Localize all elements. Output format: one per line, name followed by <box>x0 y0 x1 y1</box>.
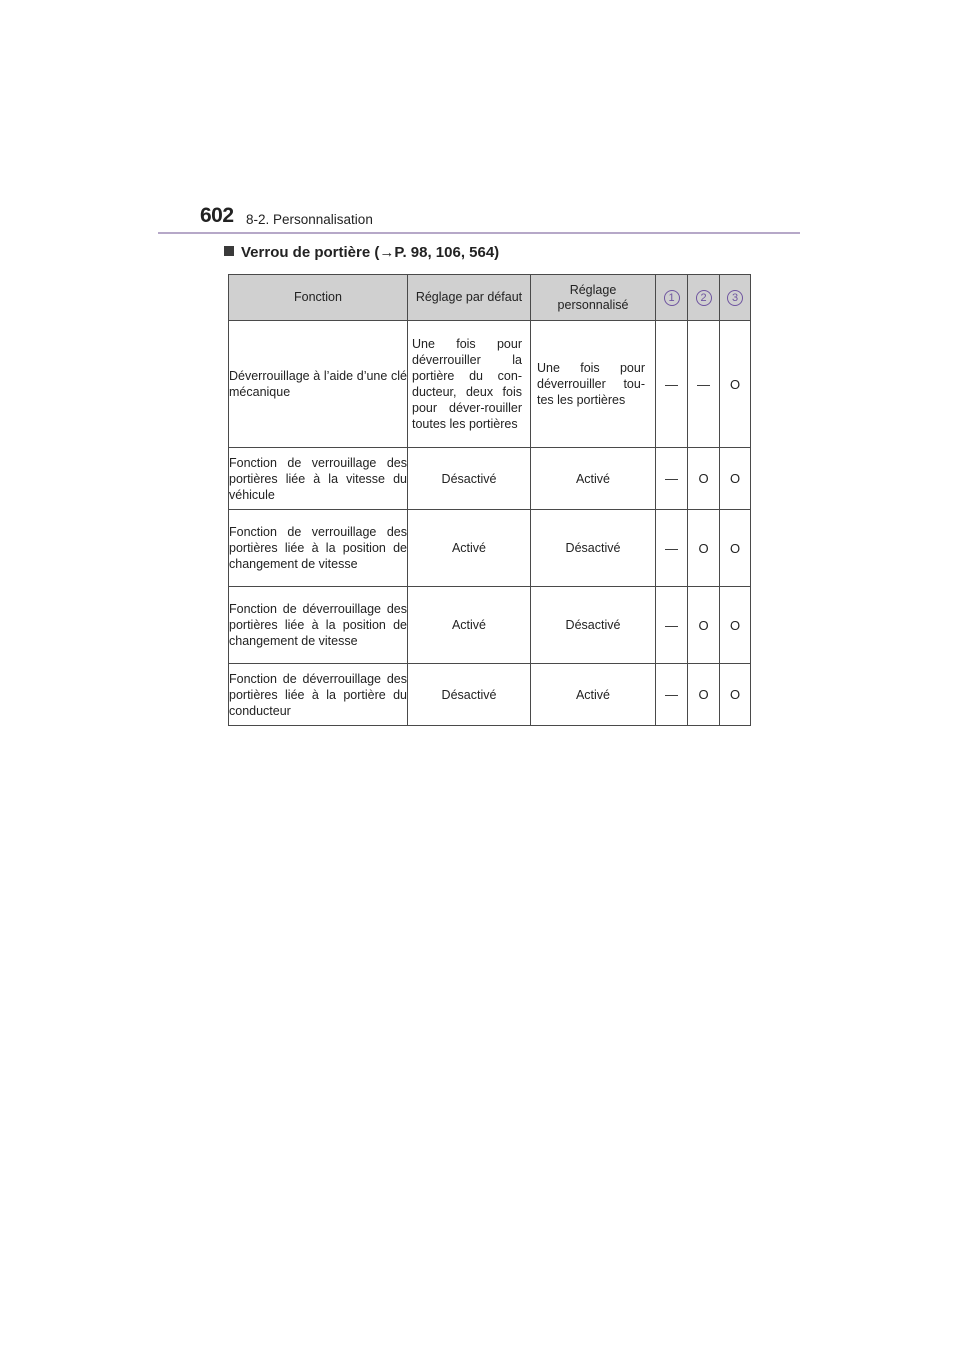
customization-table <box>228 274 751 726</box>
row-mark-3: O <box>720 448 751 510</box>
row-default: Une fois pour déverrouiller la portière du con-ducteur, deux fois pour déver-rouiller toutes les portières <box>408 321 531 448</box>
table-row <box>229 510 751 587</box>
row-mark-1: — <box>656 321 688 448</box>
row-mark-2: O <box>688 448 720 510</box>
header-function: Fonction <box>229 275 408 321</box>
row-custom: Désactivé <box>531 587 656 664</box>
row-custom: Une fois pour déverrouiller tou-tes les portières <box>531 321 656 448</box>
square-bullet-icon <box>224 246 234 256</box>
row-function: Fonction de déverrouillage des portières liée à la position de changement de vitesse <box>229 587 408 664</box>
header-divider <box>158 232 800 234</box>
row-mark-1: — <box>656 448 688 510</box>
number-1-icon: 1 <box>664 290 680 306</box>
row-mark-3: O <box>720 321 751 448</box>
header-default: Réglage par défaut <box>408 275 531 321</box>
row-function: Fonction de déverrouillage des portières liée à la portière du conducteur <box>229 664 408 726</box>
header-col2 <box>688 275 720 321</box>
page-header <box>200 204 800 234</box>
section-title: 8-2. Personnalisation <box>246 212 373 227</box>
row-mark-3: O <box>720 510 751 587</box>
row-function: Fonction de verrouillage des portières liée à la position de changement de vitesse <box>229 510 408 587</box>
row-mark-2: — <box>688 321 720 448</box>
header-col3 <box>720 275 751 321</box>
number-3-icon: 3 <box>727 290 743 306</box>
row-custom: Activé <box>531 448 656 510</box>
row-custom: Activé <box>531 664 656 726</box>
row-mark-3: O <box>720 587 751 664</box>
header-col1 <box>656 275 688 321</box>
table-row <box>229 448 751 510</box>
row-default: Désactivé <box>408 664 531 726</box>
number-2-icon: 2 <box>696 290 712 306</box>
row-mark-1: — <box>656 664 688 726</box>
table-header-row <box>229 275 751 321</box>
header-custom: Réglage personnalisé <box>531 275 656 321</box>
page-number: 602 <box>200 204 234 227</box>
row-mark-2: O <box>688 664 720 726</box>
row-default: Activé <box>408 587 531 664</box>
row-default: Activé <box>408 510 531 587</box>
row-function: Déverrouillage à l’aide d’une clé mécanique <box>229 321 408 448</box>
heading-text: Verrou de portière (→P. 98, 106, 564) <box>241 244 500 261</box>
section-heading <box>224 244 499 261</box>
table-row <box>229 664 751 726</box>
table-row <box>229 321 751 448</box>
table-row <box>229 587 751 664</box>
row-mark-2: O <box>688 587 720 664</box>
row-custom: Désactivé <box>531 510 656 587</box>
row-default: Désactivé <box>408 448 531 510</box>
row-function: Fonction de verrouillage des portières liée à la vitesse du véhicule <box>229 448 408 510</box>
row-mark-2: O <box>688 510 720 587</box>
row-mark-1: — <box>656 510 688 587</box>
row-mark-3: O <box>720 664 751 726</box>
row-mark-1: — <box>656 587 688 664</box>
